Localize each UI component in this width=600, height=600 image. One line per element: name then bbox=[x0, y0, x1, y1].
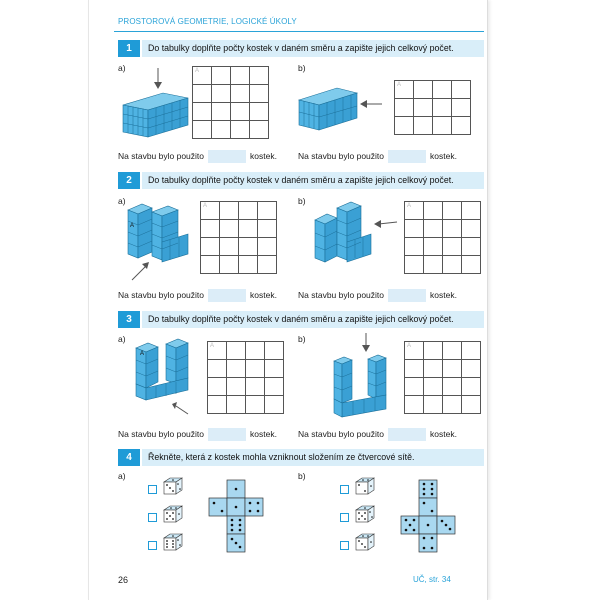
task-1b-answer: Na stavbu bylo použito kostek. bbox=[298, 150, 457, 163]
grid-corner-mark: A bbox=[407, 203, 412, 209]
task-2a-label: a) bbox=[118, 196, 126, 206]
task-3a-cube-building bbox=[130, 338, 205, 418]
task-2b-label: b) bbox=[298, 196, 306, 206]
task-2-instruction: Do tabulky doplňte počty kostek v daném směru a zapište jejich celkový počet. bbox=[142, 172, 484, 189]
grid-corner-mark: A bbox=[195, 68, 200, 74]
task-2a-answer: Na stavbu bylo použito kostek. bbox=[118, 289, 277, 302]
task-1b-answer-input[interactable] bbox=[388, 150, 426, 163]
grid-corner-mark: A bbox=[407, 343, 412, 349]
task-4a-label: a) bbox=[118, 471, 126, 481]
task-3b-grid[interactable] bbox=[404, 341, 481, 414]
task-3b-label: b) bbox=[298, 334, 306, 344]
task-2-number: 2 bbox=[118, 172, 140, 189]
task-1-number: 1 bbox=[118, 40, 140, 57]
task-4a-option-2-checkbox[interactable] bbox=[148, 513, 157, 522]
task-1a-answer-input[interactable] bbox=[208, 150, 246, 163]
task-3b-answer-input[interactable] bbox=[388, 428, 426, 441]
task-4a-option-1-checkbox[interactable] bbox=[148, 485, 157, 494]
task-1a-answer: Na stavbu bylo použito kostek. bbox=[118, 150, 277, 163]
textbook-reference: UČ, str. 34 bbox=[413, 575, 451, 584]
task-4b-option-3-checkbox[interactable] bbox=[340, 541, 349, 550]
task-2a-cube-building bbox=[122, 198, 197, 283]
task-4b-option-2-checkbox[interactable] bbox=[340, 513, 349, 522]
task-2b-grid[interactable] bbox=[404, 201, 481, 274]
task-1a-cube-building bbox=[118, 65, 193, 145]
task-2a-grid[interactable] bbox=[200, 201, 277, 274]
header-divider bbox=[114, 31, 484, 32]
task-4a-option-3-checkbox[interactable] bbox=[148, 541, 157, 550]
task-1a-label: a) bbox=[118, 63, 126, 73]
task-2b-answer: Na stavbu bylo použito kostek. bbox=[298, 289, 457, 302]
task-1-instruction: Do tabulky doplňte počty kostek v daném směru a zapište jejich celkový počet. bbox=[142, 40, 484, 57]
task-4b-option-1-checkbox[interactable] bbox=[340, 485, 349, 494]
task-4a-dice-1 bbox=[164, 478, 182, 494]
task-4b-cube-net bbox=[399, 478, 459, 556]
task-4a-cube-net bbox=[207, 478, 267, 556]
task-1-bar bbox=[118, 40, 484, 57]
task-4-bar bbox=[118, 449, 484, 466]
task-4b-dice-2 bbox=[356, 506, 374, 522]
task-3-number: 3 bbox=[118, 311, 140, 328]
cube-label-a: A bbox=[130, 223, 135, 229]
task-1b-grid[interactable] bbox=[394, 80, 471, 135]
task-4b-dice-3 bbox=[356, 534, 374, 550]
task-2b-cube-building bbox=[305, 200, 400, 270]
task-2b-answer-input[interactable] bbox=[388, 289, 426, 302]
page-header: PROSTOROVÁ GEOMETRIE, LOGICKÉ ÚKOLY bbox=[118, 17, 297, 26]
task-4b-label: b) bbox=[298, 471, 306, 481]
task-3-instruction: Do tabulky doplňte počty kostek v daném směru a zapište jejich celkový počet. bbox=[142, 311, 484, 328]
task-3a-answer: Na stavbu bylo použito kostek. bbox=[118, 428, 277, 441]
task-1a-grid[interactable] bbox=[192, 66, 269, 139]
grid-corner-mark: A bbox=[397, 82, 402, 88]
task-1b-cube-building bbox=[297, 80, 387, 135]
task-2a-answer-input[interactable] bbox=[208, 289, 246, 302]
task-2-bar bbox=[118, 172, 484, 189]
cube-label-a: A bbox=[140, 351, 145, 357]
task-3b-cube-building bbox=[330, 333, 400, 418]
task-4b-dice-options bbox=[354, 477, 378, 559]
task-3a-answer-input[interactable] bbox=[208, 428, 246, 441]
task-3-bar bbox=[118, 311, 484, 328]
page-number: 26 bbox=[118, 575, 129, 585]
task-4-number: 4 bbox=[118, 449, 140, 466]
task-3a-label: a) bbox=[118, 334, 126, 344]
task-3a-grid[interactable] bbox=[207, 341, 284, 414]
task-3b-answer: Na stavbu bylo použito kostek. bbox=[298, 428, 457, 441]
task-4-instruction: Řekněte, která z kostek mohla vzniknout složením ze čtvercové sítě. bbox=[142, 449, 484, 466]
task-4a-dice-2 bbox=[164, 506, 182, 522]
task-4a-dice-3 bbox=[164, 534, 182, 550]
task-4a-dice-options bbox=[162, 477, 186, 559]
task-4b-dice-1 bbox=[356, 478, 374, 494]
grid-corner-mark: A bbox=[203, 203, 208, 209]
task-1b-label: b) bbox=[298, 63, 306, 73]
grid-corner-mark: A bbox=[210, 343, 215, 349]
